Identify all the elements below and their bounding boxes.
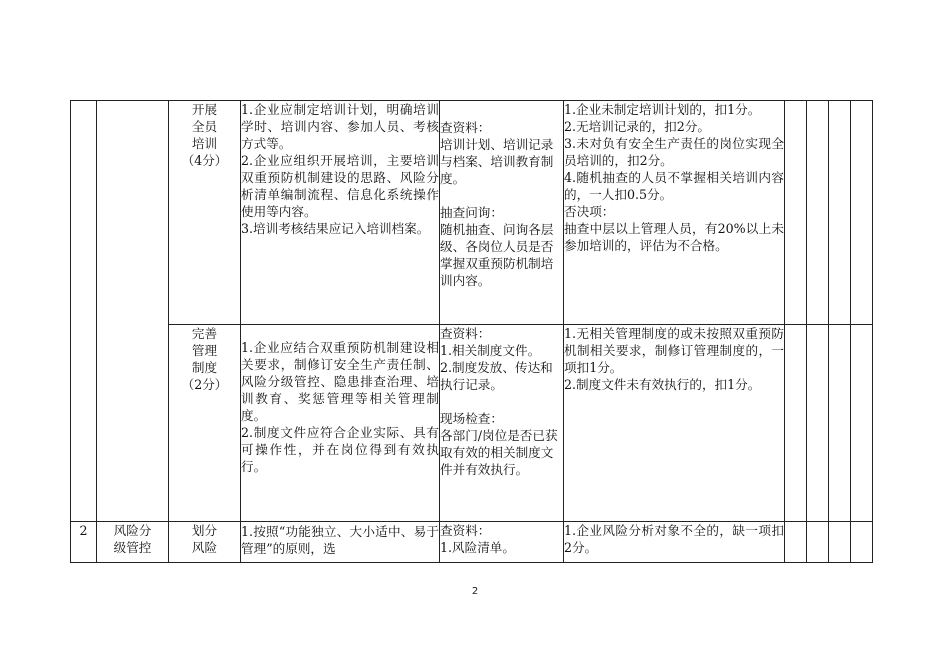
blank-cell	[829, 522, 851, 563]
blank-cell	[807, 101, 829, 325]
item-cell: 划分 风险	[169, 522, 241, 563]
method-cell: 查资料： 1.风险清单。	[440, 522, 564, 563]
blank-cell	[829, 101, 851, 325]
blank-cell	[807, 522, 829, 563]
blank-cell	[785, 522, 807, 563]
blank-cell	[851, 101, 873, 325]
blank-cell	[829, 325, 851, 522]
requirement-cell: 1.企业应结合双重预防机制建设相关要求，制修订安全生产责任制、风险分级管控、隐患排查治理、培训教育、奖惩管理等相关管理制度。 2.制度文件应符合企业实际、具有可操作性，并在岗位得到有效执行。	[241, 325, 440, 522]
table-row	[71, 522, 873, 563]
category-cell: 风险分 级管控	[97, 522, 169, 563]
blank-cell	[851, 522, 873, 563]
requirement-cell: 1.企业应制定培训计划，明确培训学时、培训内容、参加人员、考核方式等。 2.企业应组织开展培训，主要培训双重预防机制建设的思路、风险分析清单编制流程、信息化系统操作使用等内容。 3.培训考核结果应记入培训档案。	[241, 101, 440, 325]
method-cell: 查资料： 培训计划、培训记录与档案、培训教育制度。 抽查问询： 随机抽查、问询各层级、各岗位人员是否掌握双重预防机制培训内容。	[440, 101, 564, 325]
scoring-cell: 1.企业风险分析对象不全的，缺一项扣2分。	[564, 522, 785, 563]
item-cell: 完善 管理 制度 （2分）	[169, 325, 241, 522]
item-cell: 开展 全员 培训 （4分）	[169, 101, 241, 325]
requirement-cell: 1.按照“功能独立、大小适中、易于管理”的原则，选	[241, 522, 440, 563]
page-number: 2	[471, 586, 479, 597]
blank-cell	[851, 325, 873, 522]
blank-cell	[785, 101, 807, 325]
method-cell: 查资料： 1.相关制度文件。 2.制度发放、传达和执行记录。 现场检查： 各部门/岗位是否已获取有效的相关制度文件并有效执行。	[440, 325, 564, 522]
row-number-cell: 2	[71, 522, 97, 563]
blank-cell	[807, 325, 829, 522]
assessment-table	[70, 100, 873, 563]
scoring-cell: 1.无相关管理制度的或未按照双重预防机制相关要求，制修订管理制度的，一项扣1分。 2.制度文件未有效执行的，扣1分。	[564, 325, 785, 522]
table-row	[71, 325, 873, 522]
row-number-cell	[71, 101, 97, 522]
category-cell	[97, 101, 169, 522]
scoring-cell: 1.企业未制定培训计划的，扣1分。 2.无培训记录的，扣2分。 3.未对负有安全生产责任的岗位实现全员培训的，扣2分。 4.随机抽查的人员不掌握相关培训内容的，一人扣0.5分。 否决项： 抽查中层以上管理人员，有20%以上未参加培训的，评估为不合格。	[564, 101, 785, 325]
blank-cell	[785, 325, 807, 522]
table-row	[71, 101, 873, 325]
